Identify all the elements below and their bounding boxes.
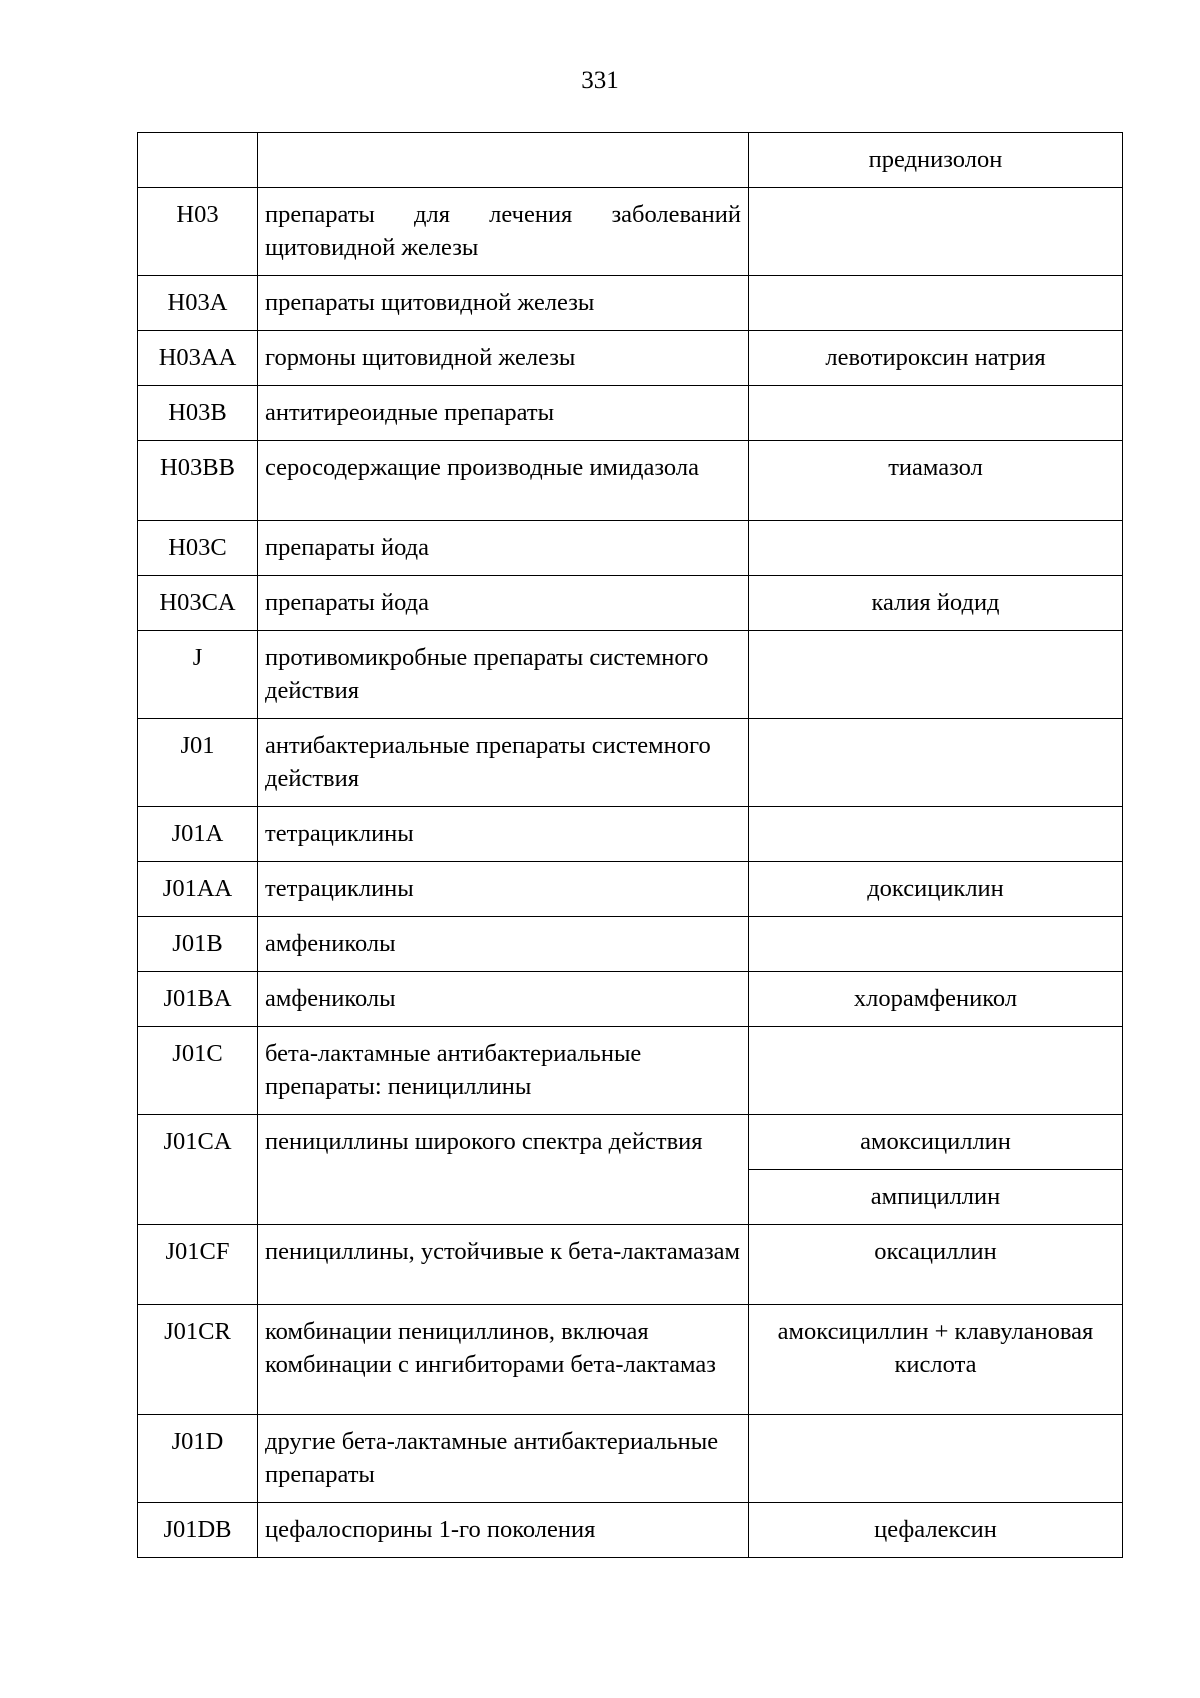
drug-name-cell — [749, 719, 1123, 807]
drug-name-cell: тиамазол — [749, 441, 1123, 521]
drug-name-cell: калия йодид — [749, 576, 1123, 631]
table-row — [138, 862, 1123, 917]
atc-code-cell: J01DB — [138, 1503, 258, 1558]
group-name-cell: бета-лактамные антибактериальные препараты: пенициллины — [258, 1027, 749, 1115]
drug-name-cell: доксициклин — [749, 862, 1123, 917]
atc-code-cell: J01A — [138, 807, 258, 862]
group-name-line: препараты для лечения заболеваний — [265, 201, 741, 228]
group-name-cell: антибактериальные препараты системного действия — [258, 719, 749, 807]
table-row — [138, 1115, 1123, 1170]
atc-code-cell: J01CR — [138, 1305, 258, 1415]
table-row — [138, 719, 1123, 807]
atc-code-cell: H03CA — [138, 576, 258, 631]
atc-code-cell — [138, 133, 258, 188]
table-row — [138, 133, 1123, 188]
group-name-cell: препараты щитовидной железы — [258, 276, 749, 331]
table-row — [138, 386, 1123, 441]
drug-classification-table — [137, 132, 1123, 1558]
atc-code-cell: J01D — [138, 1415, 258, 1503]
table-row — [138, 188, 1123, 276]
drug-name-cell: ампициллин — [749, 1170, 1123, 1225]
table-row — [138, 276, 1123, 331]
atc-code-cell: H03AA — [138, 331, 258, 386]
atc-code-cell: J01AA — [138, 862, 258, 917]
table-row — [138, 631, 1123, 719]
group-name-cell: пенициллины широкого спектра действия — [258, 1115, 749, 1225]
atc-code-cell: J01BA — [138, 972, 258, 1027]
table-row — [138, 331, 1123, 386]
table-row — [138, 521, 1123, 576]
group-name-cell — [258, 188, 749, 276]
atc-code-cell: J01C — [138, 1027, 258, 1115]
drug-name-cell — [749, 521, 1123, 576]
drug-name-cell: хлорамфеникол — [749, 972, 1123, 1027]
group-name-cell: гормоны щитовидной железы — [258, 331, 749, 386]
atc-code-cell: J01CF — [138, 1225, 258, 1305]
table-row — [138, 576, 1123, 631]
drug-name-cell — [749, 386, 1123, 441]
group-name-cell: серосодержащие производные имидазола — [258, 441, 749, 521]
group-name-cell: тетрациклины — [258, 807, 749, 862]
group-name-cell: комбинации пенициллинов, включая комбинации с ингибиторами бета-лактамаз — [258, 1305, 749, 1415]
page-number: 331 — [581, 67, 619, 94]
atc-code-cell: H03B — [138, 386, 258, 441]
atc-code-cell: H03BB — [138, 441, 258, 521]
table-row — [138, 807, 1123, 862]
group-name-cell: пенициллины, устойчивые к бета-лактамазам — [258, 1225, 749, 1305]
table-row — [138, 441, 1123, 521]
drug-name-cell — [749, 917, 1123, 972]
drug-name-cell: оксациллин — [749, 1225, 1123, 1305]
drug-name-cell: преднизолон — [749, 133, 1123, 188]
group-name-cell: препараты йода — [258, 576, 749, 631]
drug-name-cell: амоксициллин + клавулановая кислота — [749, 1305, 1123, 1415]
table-row — [138, 1225, 1123, 1305]
group-name-line: щитовидной железы — [265, 234, 479, 261]
atc-code-cell: H03A — [138, 276, 258, 331]
atc-code-cell: H03C — [138, 521, 258, 576]
drug-name-cell — [749, 631, 1123, 719]
drug-name-cell — [749, 1027, 1123, 1115]
table-row — [138, 972, 1123, 1027]
table-row — [138, 1027, 1123, 1115]
group-name-cell: цефалоспорины 1-го поколения — [258, 1503, 749, 1558]
table-row — [138, 1305, 1123, 1415]
atc-code-cell: J01B — [138, 917, 258, 972]
drug-name-cell — [749, 276, 1123, 331]
atc-code-cell: J01CA — [138, 1115, 258, 1225]
drug-name-cell: левотироксин натрия — [749, 331, 1123, 386]
table-row — [138, 1503, 1123, 1558]
drug-name-cell: цефалексин — [749, 1503, 1123, 1558]
table-row — [138, 917, 1123, 972]
atc-code-cell: J — [138, 631, 258, 719]
table-row — [138, 1415, 1123, 1503]
drug-name-cell: амоксициллин — [749, 1115, 1123, 1170]
group-name-cell: противомикробные препараты системного действия — [258, 631, 749, 719]
group-name-cell: амфениколы — [258, 972, 749, 1027]
group-name-cell: антитиреоидные препараты — [258, 386, 749, 441]
group-name-cell: тетрациклины — [258, 862, 749, 917]
group-name-cell: препараты йода — [258, 521, 749, 576]
drug-name-cell — [749, 1415, 1123, 1503]
group-name-cell — [258, 133, 749, 188]
atc-code-cell: J01 — [138, 719, 258, 807]
atc-code-cell: H03 — [138, 188, 258, 276]
group-name-cell: амфениколы — [258, 917, 749, 972]
drug-name-cell — [749, 188, 1123, 276]
group-name-cell: другие бета-лактамные антибактериальные препараты — [258, 1415, 749, 1503]
drug-name-cell — [749, 807, 1123, 862]
